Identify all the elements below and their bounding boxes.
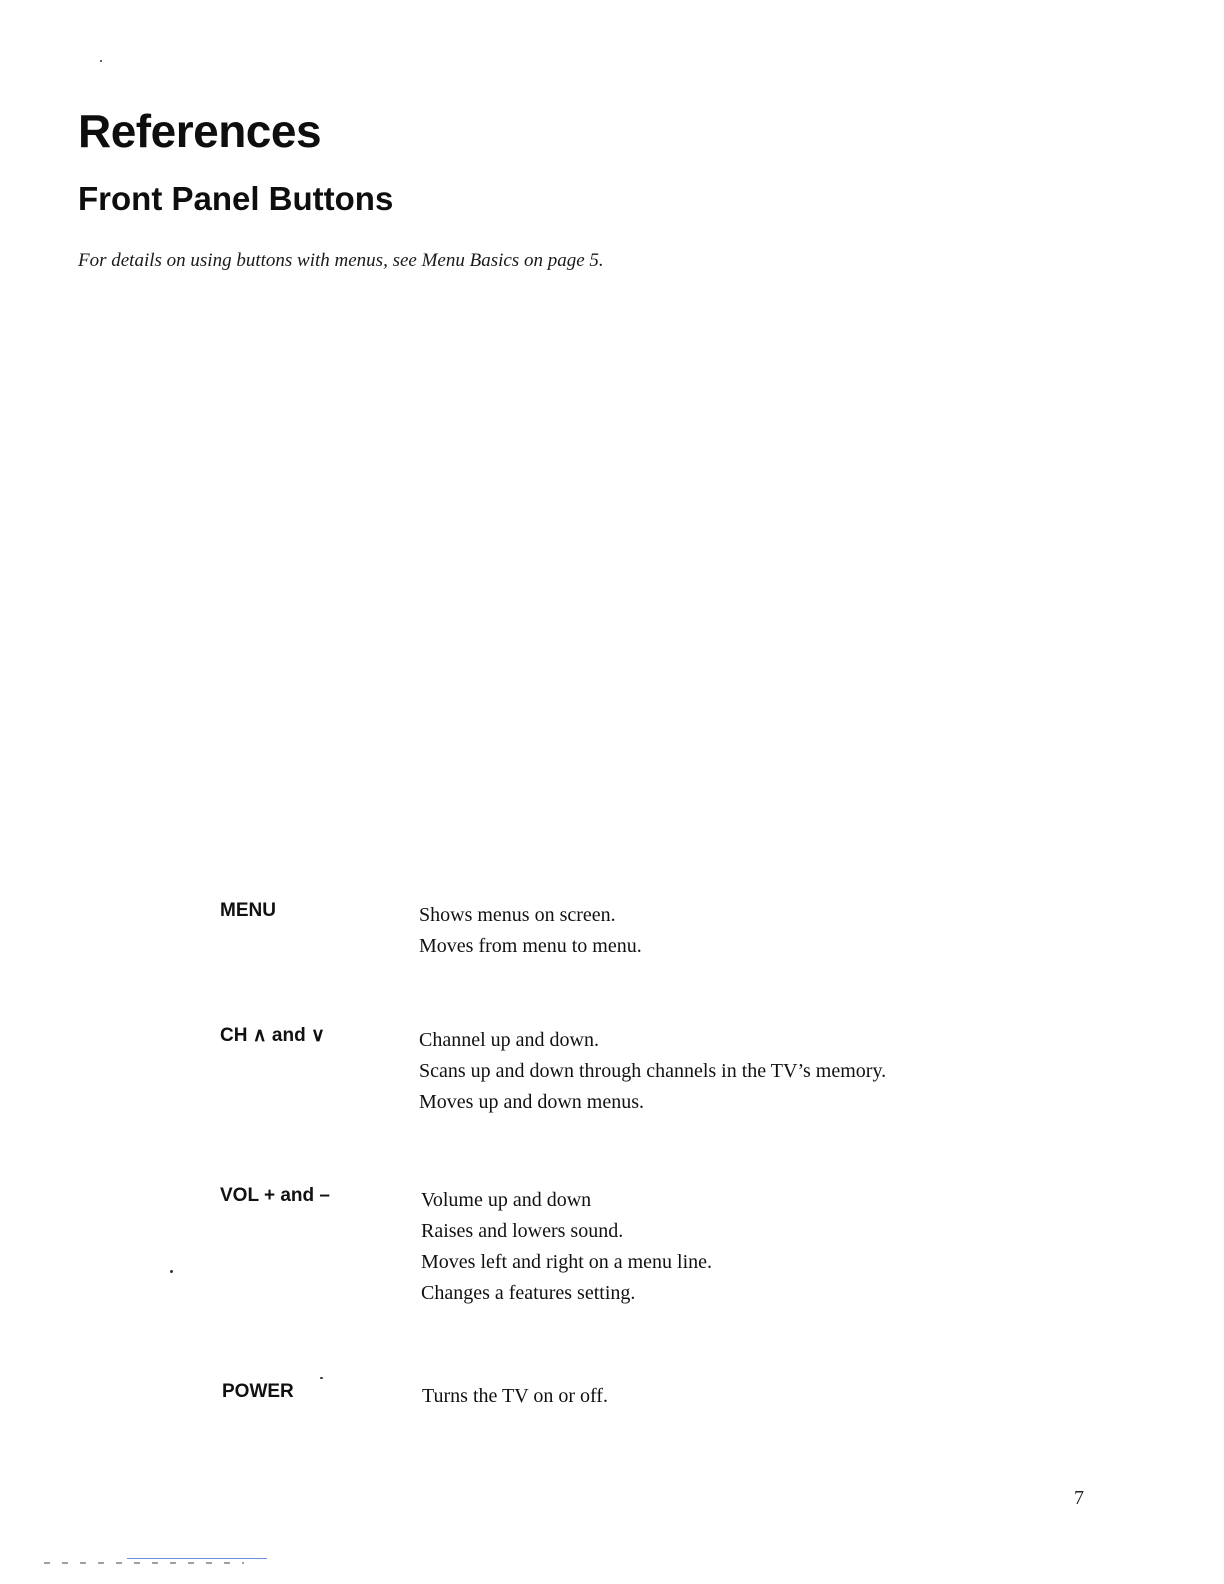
button-description [419,1025,886,1118]
button-description [419,900,642,962]
scan-speck [320,1377,323,1379]
button-description [422,1381,608,1412]
scan-speck [170,1270,173,1273]
button-description [421,1185,712,1309]
button-name: POWER [222,1381,294,1402]
description-line: Raises and lowers sound. [421,1220,624,1242]
description-line: Shows menus on screen. [419,904,616,926]
description-line: Moves left and right on a menu line. [421,1251,713,1273]
scan-artifact-dashes [44,1562,244,1566]
description-line: Moves up and down menus. [419,1091,644,1113]
description-line: Changes a features setting. [421,1282,636,1304]
intro-note: For details on using buttons with menus, see Menu Basics on page 5. [78,250,604,271]
description-line: Moves from menu to menu. [419,935,642,957]
description-line: Turns the TV on or off. [422,1385,608,1407]
page-title: References [78,105,322,157]
scan-speck [100,60,102,62]
description-line: Scans up and down through channels in the TV’s memory. [419,1060,887,1082]
button-name: CH ∧ and ∨ [220,1025,325,1046]
page-number: 7 [1074,1487,1084,1509]
section-title: Front Panel Buttons [78,180,394,217]
description-line: Volume up and down [421,1189,592,1211]
scan-artifact-line [127,1558,267,1559]
description-line: Channel up and down. [419,1029,599,1051]
button-name: VOL + and – [220,1185,330,1206]
button-name: MENU [220,900,276,921]
